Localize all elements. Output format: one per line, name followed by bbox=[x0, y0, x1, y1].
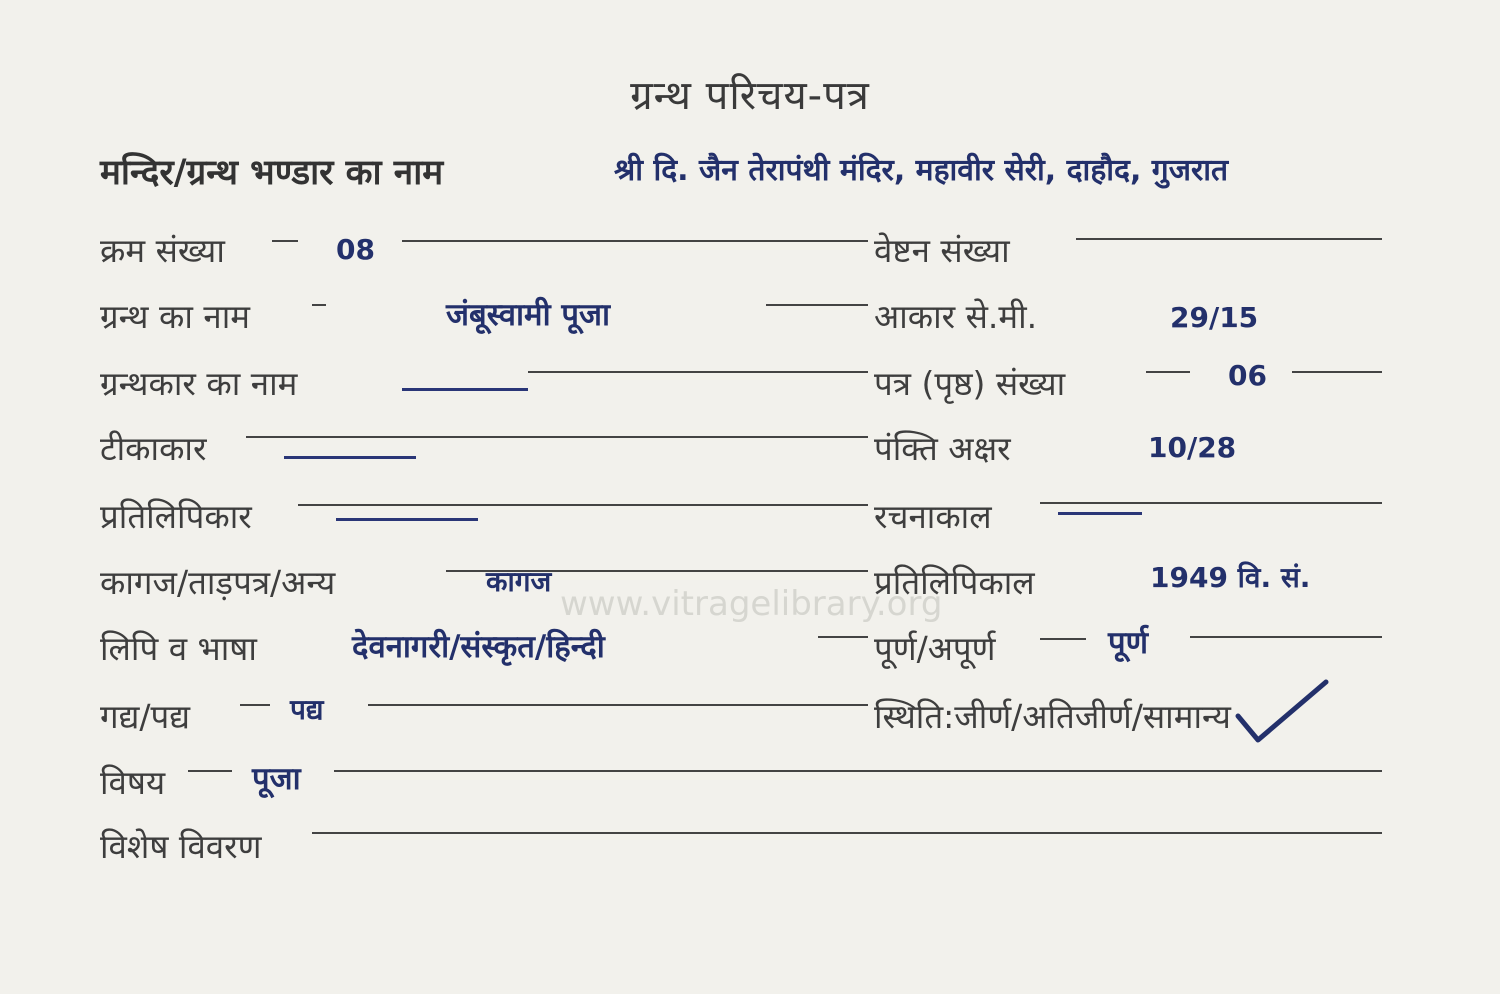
commentator-label: टीकाकार bbox=[100, 429, 207, 468]
fill-line bbox=[246, 436, 868, 438]
fill-line bbox=[298, 504, 868, 506]
fill-line bbox=[1040, 638, 1086, 640]
serial-number-value: 08 bbox=[336, 233, 375, 266]
prose-verse-label: गद्य/पद्य bbox=[100, 697, 191, 736]
library-label: मन्दिर/ग्रन्थ भण्डार का नाम bbox=[100, 153, 444, 193]
material-value: कागज bbox=[486, 565, 552, 598]
composition-period-label: रचनाकाल bbox=[874, 497, 992, 536]
fill-line bbox=[272, 240, 298, 242]
copy-period-label: प्रतिलिपिकाल bbox=[874, 563, 1035, 602]
prose-verse-value: पद्य bbox=[290, 693, 324, 726]
size-label: आकार से.मी. bbox=[874, 297, 1038, 336]
subject-value: पूजा bbox=[252, 761, 301, 797]
copy-period-value: 1949 वि. सं. bbox=[1150, 561, 1311, 594]
fill-line bbox=[312, 304, 326, 306]
fill-line bbox=[312, 832, 1382, 834]
composition-period-dash bbox=[1058, 512, 1142, 515]
special-details-label: विशेष विवरण bbox=[100, 827, 262, 866]
copyist-label: प्रतिलिपिकार bbox=[100, 497, 252, 536]
commentator-dash bbox=[284, 456, 416, 459]
script-language-value: देवनागरी/संस्कृत/हिन्दी bbox=[352, 629, 605, 665]
line-letters-value: 10/28 bbox=[1148, 431, 1237, 464]
fill-line bbox=[818, 636, 868, 638]
author-name-label: ग्रन्थकार का नाम bbox=[100, 364, 298, 403]
fill-line bbox=[188, 770, 232, 772]
subject-label: विषय bbox=[100, 763, 166, 802]
form-title: ग्रन्थ परिचय-पत्र bbox=[630, 73, 870, 119]
condition-label: स्थिति:जीर्ण/अतिजीर्ण/सामान्य bbox=[874, 697, 1231, 736]
complete-value: पूर्ण bbox=[1108, 625, 1149, 661]
complete-label: पूर्ण/अपूर्ण bbox=[874, 629, 996, 668]
script-language-label: लिपि व भाषा bbox=[100, 629, 257, 668]
author-name-dash bbox=[402, 388, 528, 391]
wrapper-number-label: वेष्टन संख्या bbox=[874, 231, 1010, 270]
book-name-value: जंबूस्वामी पूजा bbox=[446, 297, 611, 333]
book-name-label: ग्रन्थ का नाम bbox=[100, 297, 250, 336]
material-label: कागज/ताड़पत्र/अन्य bbox=[100, 563, 336, 602]
fill-line bbox=[766, 304, 868, 306]
fill-line bbox=[1190, 636, 1382, 638]
watermark: www.vitragelibrary.org bbox=[560, 584, 943, 624]
fill-line bbox=[1076, 238, 1382, 240]
size-value: 29/15 bbox=[1170, 301, 1259, 334]
fill-line bbox=[528, 371, 868, 373]
fill-line bbox=[240, 704, 270, 706]
fill-line bbox=[368, 704, 868, 706]
checkmark-icon bbox=[1234, 676, 1330, 750]
line-letters-label: पंक्ति अक्षर bbox=[874, 429, 1011, 468]
copyist-dash bbox=[336, 518, 478, 521]
fill-line bbox=[1146, 371, 1190, 373]
fill-line bbox=[334, 770, 1382, 772]
leaf-count-label: पत्र (पृष्ठ) संख्या bbox=[874, 364, 1066, 403]
fill-line bbox=[1040, 502, 1382, 504]
library-value: श्री दि. जैन तेरापंथी मंदिर, महावीर सेरी, दाहौद, गुजरात bbox=[614, 153, 1229, 188]
fill-line bbox=[402, 240, 868, 242]
leaf-count-value: 06 bbox=[1228, 359, 1267, 392]
serial-number-label: क्रम संख्या bbox=[100, 231, 225, 270]
fill-line bbox=[1292, 371, 1382, 373]
